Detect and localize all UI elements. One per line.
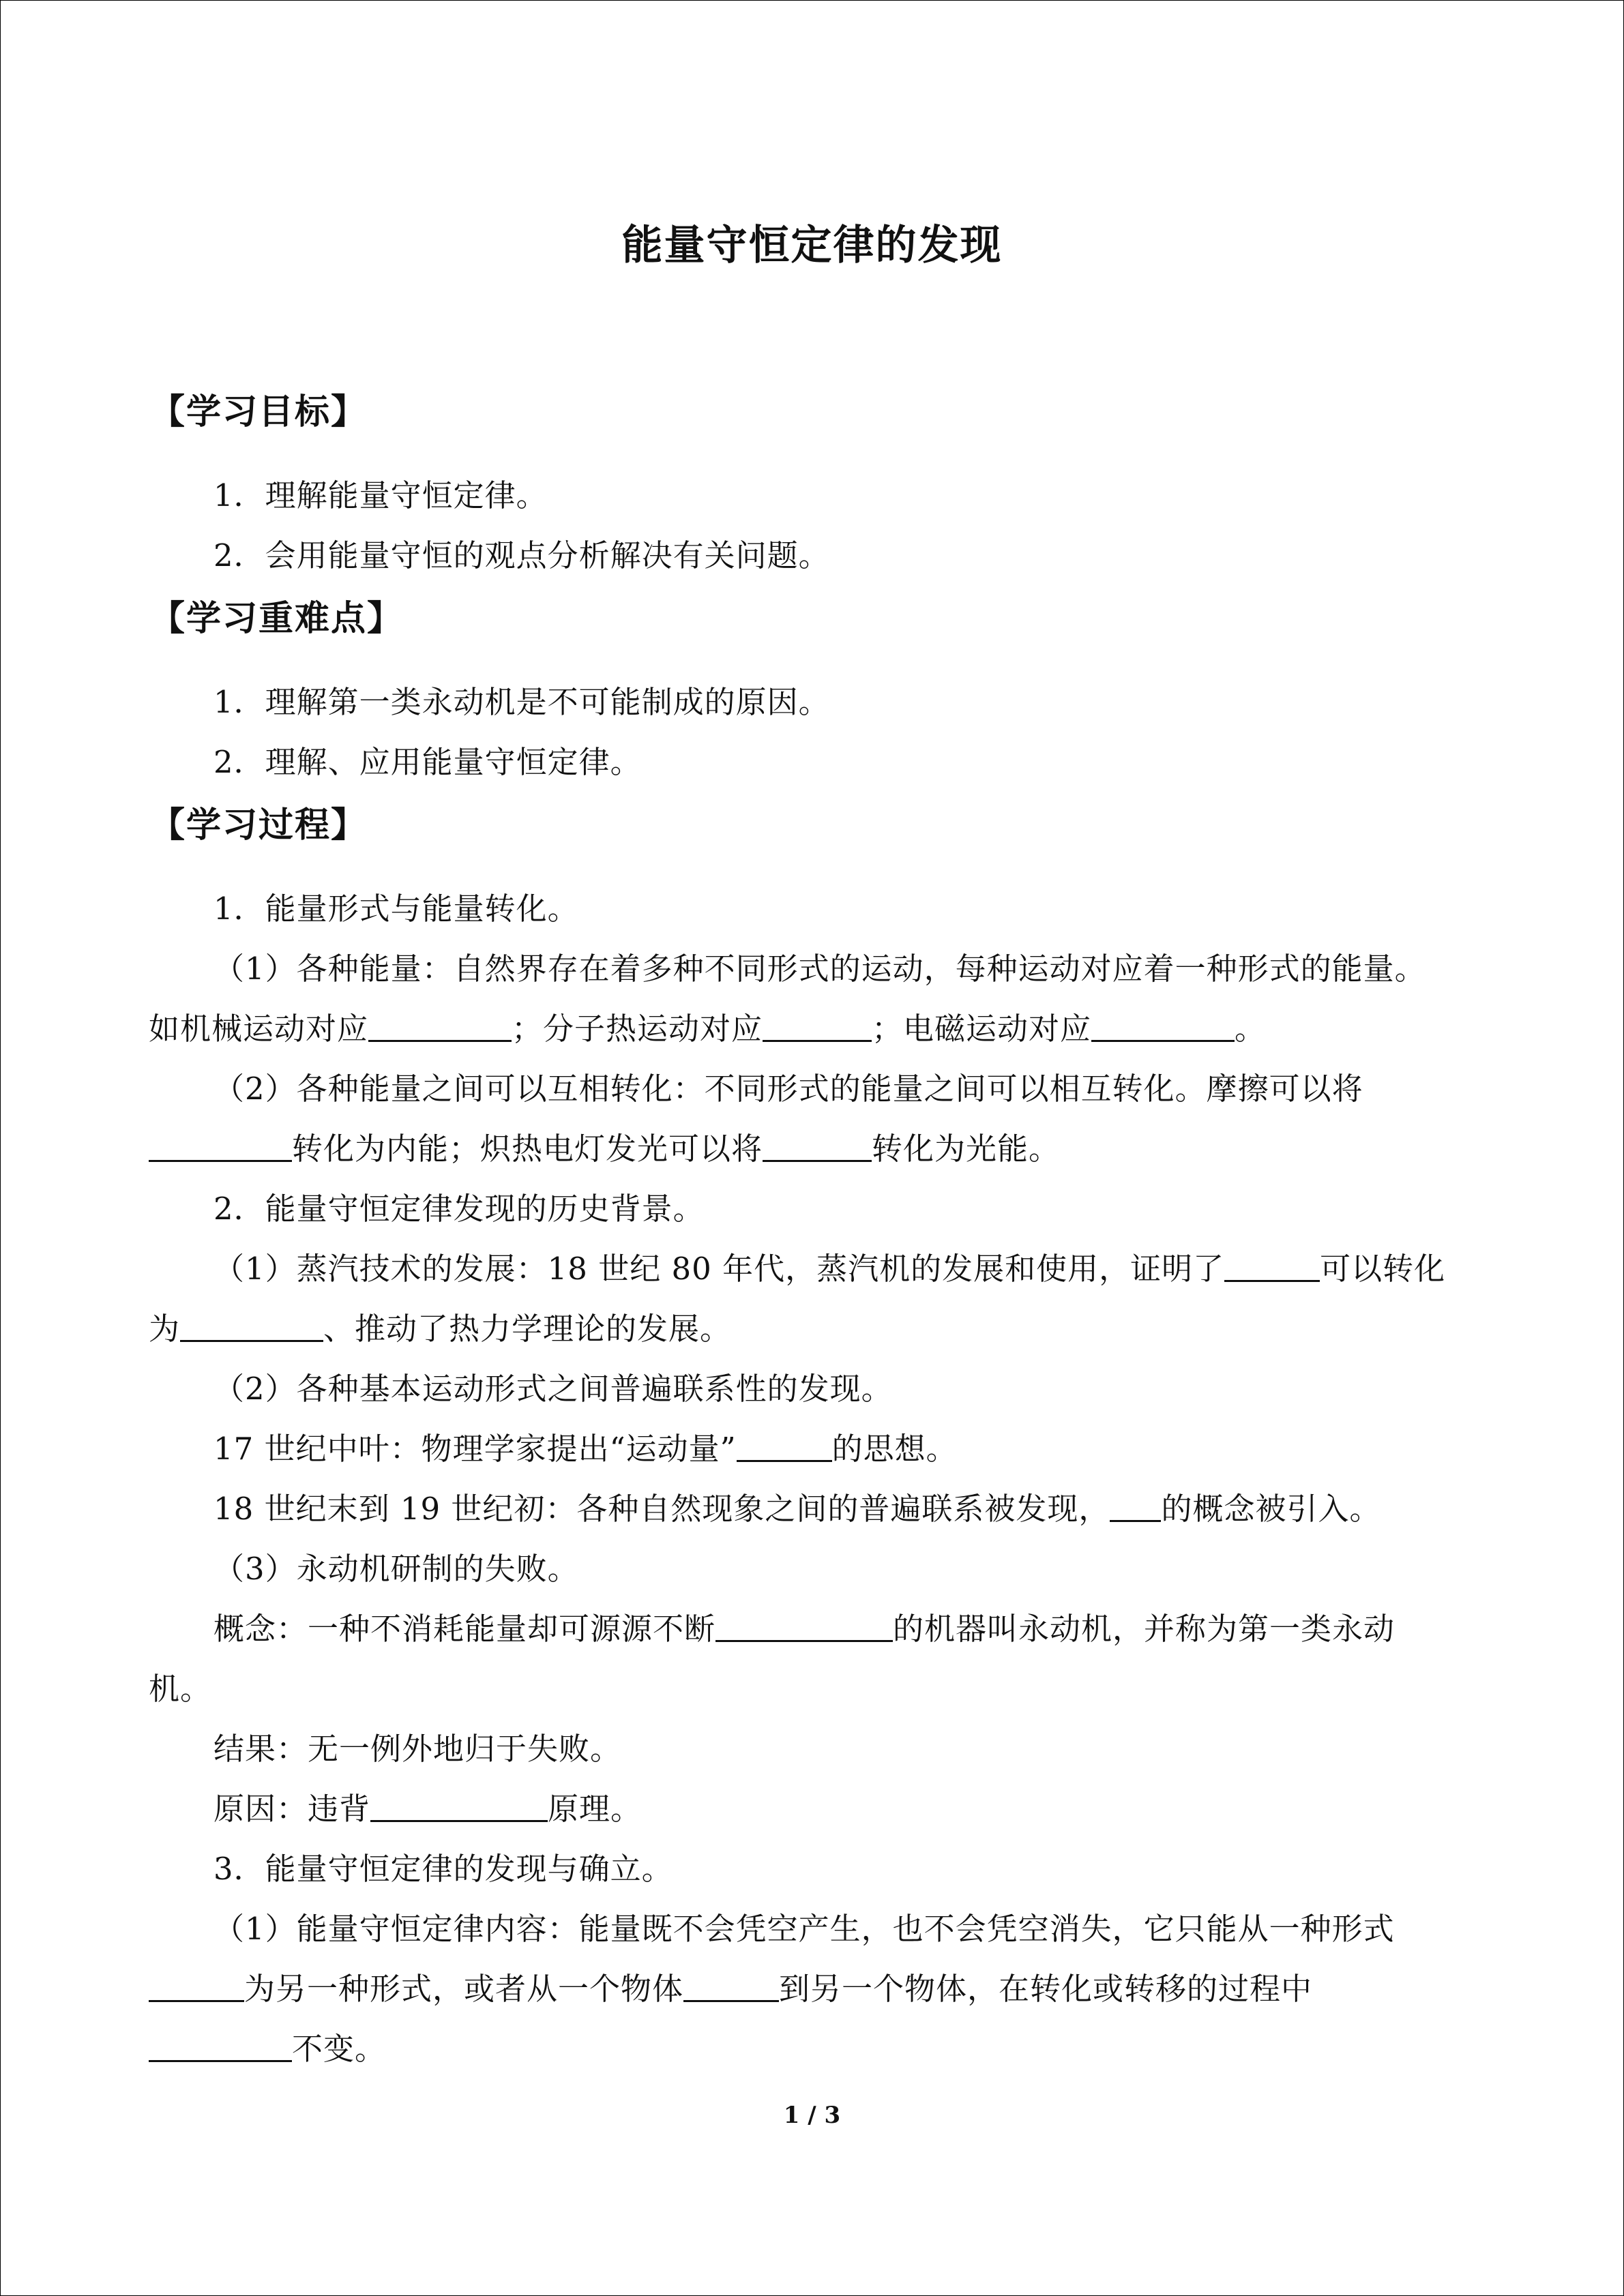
fill-blank xyxy=(149,1129,292,1162)
paragraph-line: 如机械运动对应 ；分子热运动对应 ；电磁运动对应 。 xyxy=(149,1009,1266,1049)
fill-blank xyxy=(149,1969,244,2002)
paragraph-line: 概念：一种不消耗能量却可源源不断 的机器叫永动机，并称为第一类永动 xyxy=(213,1609,1395,1650)
fill-blank xyxy=(370,1789,548,1822)
section-heading-process: 【学习过程】 xyxy=(150,805,368,846)
process-item-title: 2．能量守恒定律发现的历史背景。 xyxy=(213,1191,705,1227)
goal-item: 1．理解能量守恒定律。 xyxy=(213,477,548,513)
page-title: 能量守恒定律的发现 xyxy=(621,222,1003,269)
section-heading-goals: 【学习目标】 xyxy=(150,392,368,432)
section-heading-key-points: 【学习重难点】 xyxy=(150,599,404,639)
paragraph-line: 为 、推动了热力学理论的发展。 xyxy=(149,1309,731,1350)
goal-item: 2．会用能量守恒的观点分析解决有关问题。 xyxy=(213,537,830,573)
paragraph-line: 不变。 xyxy=(149,2029,386,2070)
paragraph-line: （2）各种基本运动形式之间普遍联系性的发现。 xyxy=(213,1371,893,1407)
paragraph-line: （3）永动机研制的失败。 xyxy=(213,1551,579,1587)
fill-blank xyxy=(763,1009,872,1042)
process-item-title: 1．能量形式与能量转化。 xyxy=(213,891,579,927)
fill-blank xyxy=(1091,1009,1235,1042)
fill-blank xyxy=(737,1429,832,1462)
page-indicator: 1 / 3 xyxy=(783,2102,841,2129)
process-item-title: 3．能量守恒定律的发现与确立。 xyxy=(213,1851,673,1887)
fill-blank xyxy=(683,1969,779,2002)
fill-blank xyxy=(715,1609,893,1642)
paragraph-line: （1）蒸汽技术的发展：18 世纪 80 年代，蒸汽机的发展和使用，证明了 可以转化 xyxy=(213,1249,1445,1289)
key-point-item: 1．理解第一类永动机是不可能制成的原因。 xyxy=(213,684,830,720)
paragraph-line: 为另一种形式，或者从一个物体 到另一个物体，在转化或转移的过程中 xyxy=(149,1969,1312,2010)
key-point-item: 2．理解、应用能量守恒定律。 xyxy=(213,744,642,780)
paragraph-line: 17 世纪中叶：物理学家提出“运动量” 的思想。 xyxy=(213,1429,958,1470)
fill-blank xyxy=(368,1009,512,1042)
paragraph-line: 18 世纪末到 19 世纪初：各种自然现象之间的普遍联系被发现， 的概念被引入。 xyxy=(213,1489,1381,1530)
fill-blank xyxy=(149,2029,292,2062)
paragraph-line: 机。 xyxy=(149,1671,212,1707)
paragraph-line: 转化为内能；炽热电灯发光可以将 转化为光能。 xyxy=(149,1129,1060,1169)
paragraph-line: 原因：违背 原理。 xyxy=(213,1789,642,1830)
fill-blank xyxy=(1110,1489,1161,1522)
paragraph-line: 结果：无一例外地归于失败。 xyxy=(213,1731,622,1767)
fill-blank xyxy=(1224,1249,1320,1282)
paragraph-line: （1）能量守恒定律内容：能量既不会凭空产生，也不会凭空消失，它只能从一种形式 xyxy=(213,1911,1395,1947)
fill-blank xyxy=(180,1309,323,1342)
paragraph-line: （2）各种能量之间可以互相转化：不同形式的能量之间可以相互转化。摩擦可以将 xyxy=(213,1071,1363,1107)
fill-blank xyxy=(763,1129,872,1162)
paragraph-line: （1）各种能量：自然界存在着多种不同形式的运动，每种运动对应着一种形式的能量。 xyxy=(213,951,1426,987)
